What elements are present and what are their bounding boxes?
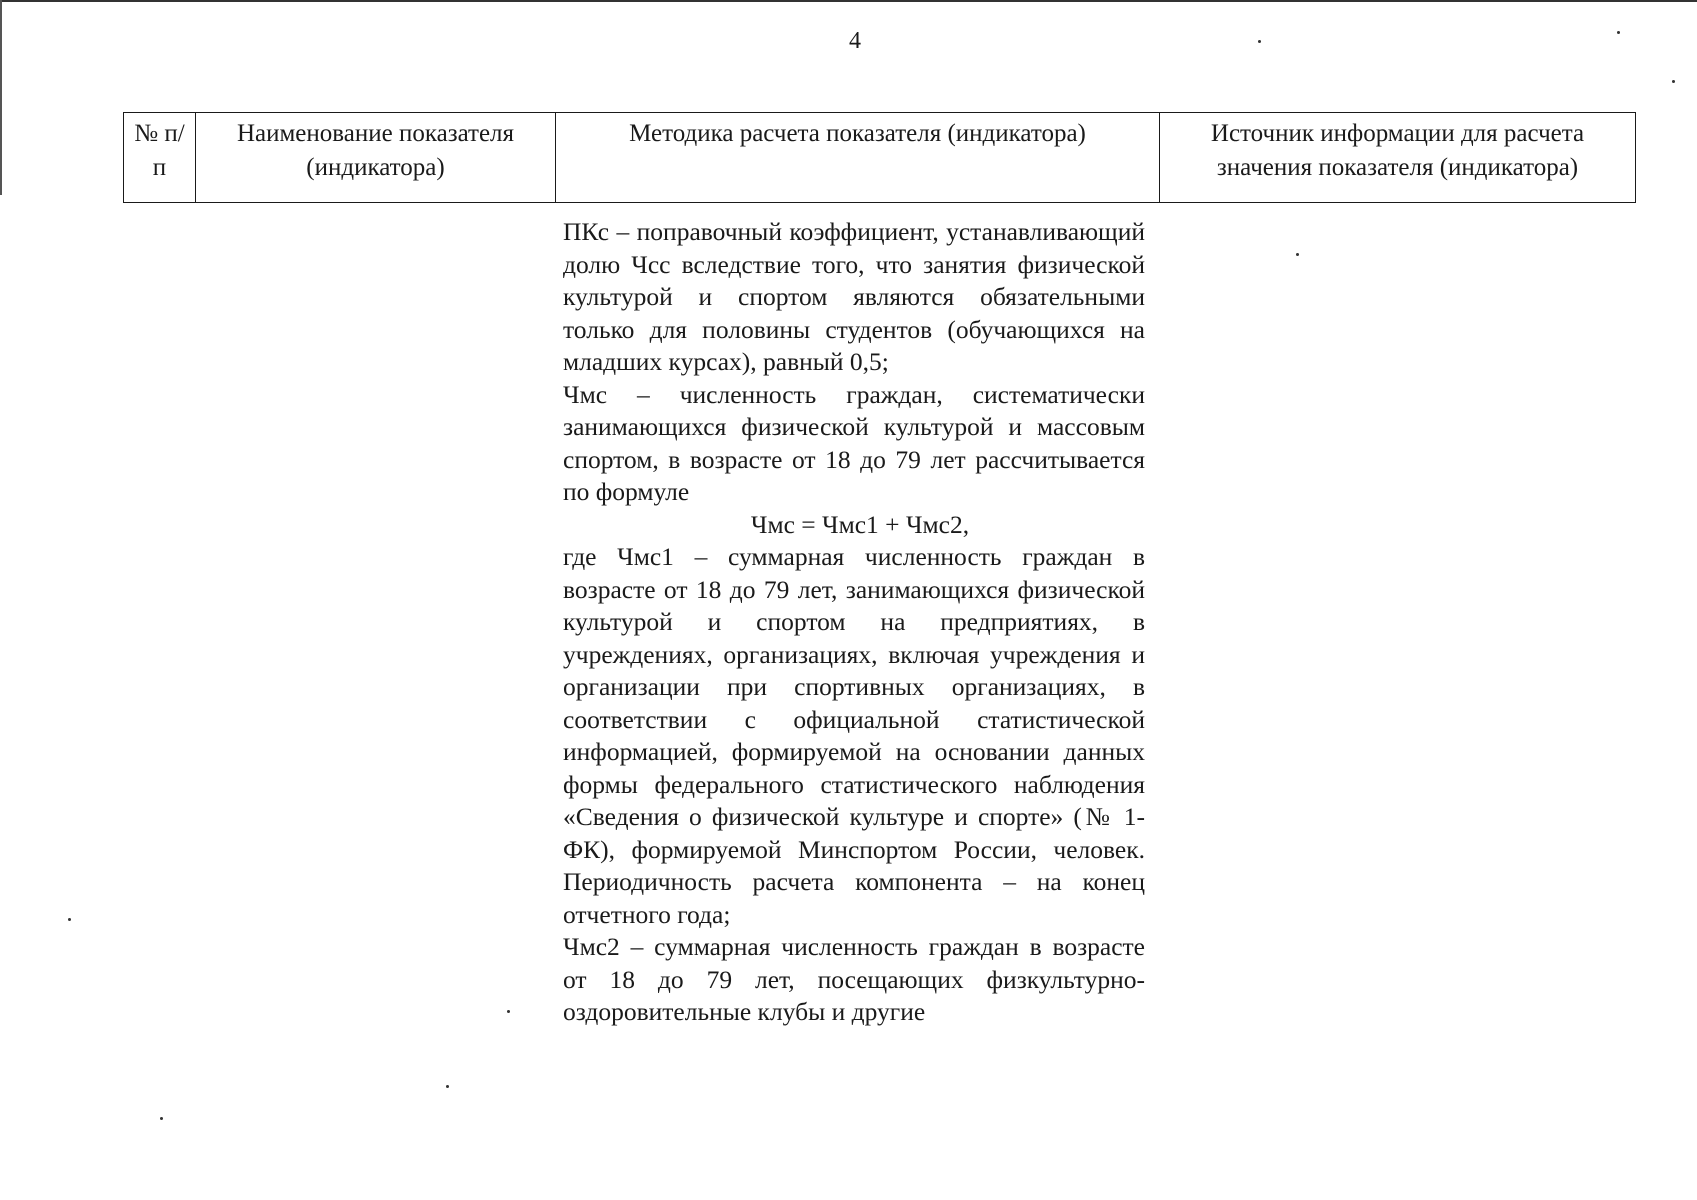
header-row [124,113,1636,203]
scan-top-edge [0,0,1697,2]
header-col-source: Источник информации для расчета значения показателя (индикатора) [1160,113,1636,203]
scan-speck [1672,80,1675,83]
scan-speck [446,1085,449,1088]
method-paragraph-pks: ПКс – поправочный коэффициент, устанавливающий долю Чсс вследствие того, что занятия физической культурой и спортом являются обязательными только для половины студентов (обучающихся на младших курсах), равный 0,5; [563,217,1145,376]
header-col-method: Методика расчета показателя (индикатора) [556,113,1160,203]
scan-speck [1258,40,1261,43]
scan-speck [68,918,71,921]
scan-speck [1296,253,1299,256]
scan-speck [507,1010,510,1013]
header-col-number: № п/п [124,113,196,203]
method-paragraph-chms: Чмс – численность граждан, систематически занимающихся физической культурой и массовым спортом, в возрасте от 18 до 79 лет рассчитывается по формуле [563,379,1145,506]
method-paragraph-chms2: Чмс2 – суммарная численность граждан в возрасте от 18 до 79 лет, посещающих физкультурно-оздоровительные клубы и другие [563,932,1145,1026]
scan-speck [160,1117,163,1120]
method-paragraph-chms1: где Чмс1 – суммарная численность граждан в возрасте от 18 до 79 лет, занимающихся физической культурой и спортом на предприятиях, в учреждениях, организациях, включая учреждения и организации при спортивных организациях, в соответствии с официальной статистической информацией, формируемой на основании данных формы федерального статистического наблюдения «Сведения о физической культуре и спорте» (№ 1-ФК), формируемой Минспортом России, человек. Периодичность расчета компонента – на конец отчетного года; [563,542,1145,929]
method-formula: Чмс = Чмс1 + Чмс2, [750,509,970,539]
method-text [563,216,1145,1029]
header-col-name: Наименование показателя (индикатора) [196,113,556,203]
page-number: 4 [849,28,861,54]
header-table [123,112,1636,203]
scan-speck [1617,31,1620,34]
scan-left-edge [0,0,2,195]
